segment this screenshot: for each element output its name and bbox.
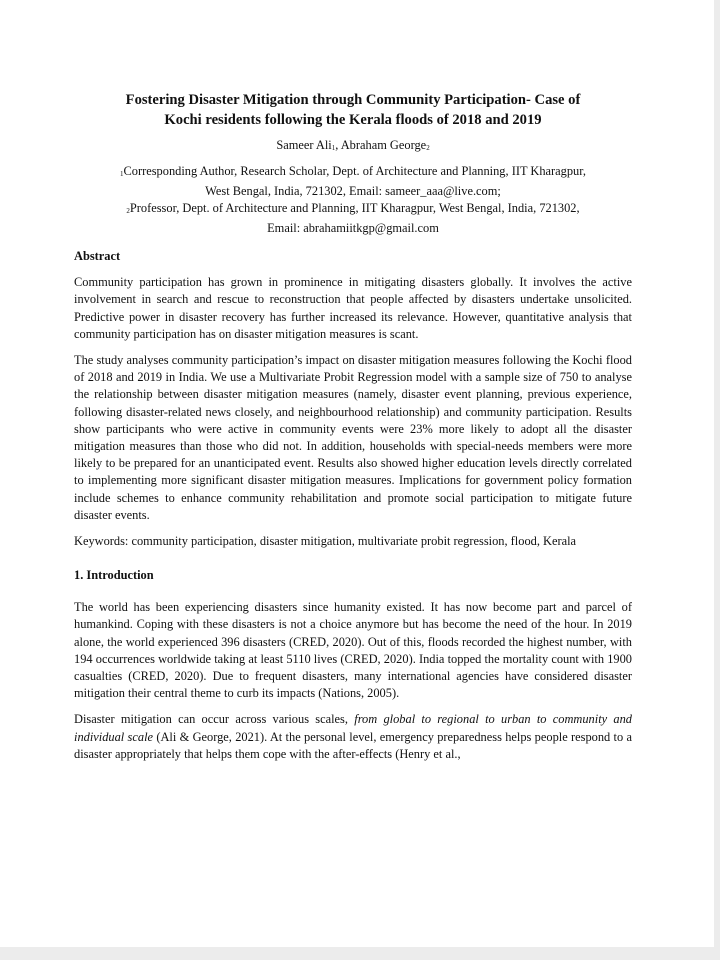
paper-content: [74, 90, 632, 772]
intro-p2-end: (Ali & George, 2021). At the personal level, emergency preparedness helps people respond to a disaster appropriately that helps them cope with the after-effects (Henry et al.,: [74, 729, 633, 761]
abstract-paragraph-2: The study analyses community participation’s impact on disaster mitigation measures following the Kochi flood of 2018 and 2019 in India. We use a Multivariate Probit Regression model with a sample size of 750 to analyse the relationship between disaster mitigation measures (namely, disaster event planning, previous experience, following disaster-related news closely, and neighbourhood relationship) and community participation. Results show participants who were active in community events were 23% more likely to adopt all the disaster mitigation measures than those who did not. In addition, households with special-needs members were more likely to be prepared for an unanticipated event. Results also showed higher education levels directly correlated to implementing more significant disaster mitigation measures. Implications for government policy formation include schemes to enhance community rehabilitation and promote social participation to mitigate future disaster events.: [74, 353, 632, 522]
paper-title: [74, 90, 632, 130]
affiliation-2-mark: 2: [126, 207, 130, 216]
affiliation-2-line-1: Professor, Dept. of Architecture and Planning, IIT Kharagpur, West Bengal, India, 721302,: [129, 201, 580, 216]
introduction-paragraph-1: The world has been experiencing disasters since humanity existed. It has now become part and parcel of humankind. Coping with these disasters is not a choice anymore but has become the need of the hour. In 2019 alone, the world experienced 396 disasters (CRED, 2020). Out of this, floods recorded the highest number, with 194 occurrences worldwide taking at least 5110 lives (CRED, 2020). India topped the mortality count with 1900 casualties (CRED, 2020). Due to frequent disasters, many international agencies have considered disaster mitigation their central theme to curb its impacts (Nations, 2005).: [74, 600, 632, 701]
affiliation-2: [74, 200, 632, 237]
intro-p2-start: Disaster mitigation can occur across various scales,: [74, 712, 355, 727]
abstract-paragraph-1: Community participation has grown in prominence in mitigating disasters globally. It involves the active involvement in search and rescue to reconstruction that people affected by disasters undertake unsolicited. Predictive power in disaster recovery has further increased its relevance. However, quantitative analysis that community participation has on disaster mitigation measures is scant.: [74, 275, 632, 341]
introduction-heading: 1. Introduction: [74, 568, 154, 583]
abstract-heading: Abstract: [74, 249, 121, 264]
author-1-name: Sameer Ali: [276, 138, 332, 152]
affiliation-1-line-1: Corresponding Author, Research Scholar, Dept. of Architecture and Planning, IIT Kharagpur,: [123, 164, 586, 179]
introduction-paragraph-2: [74, 711, 632, 763]
title-line-2: Kochi residents following the Kerala floods of 2018 and 2019: [164, 112, 542, 128]
affiliation-2-line-2: Email: abrahamiitkgp@gmail.com: [267, 221, 439, 236]
keywords: Keywords: community participation, disaster mitigation, multivariate probit regression, flood, Kerala: [74, 534, 577, 549]
affiliation-1-line-2: West Bengal, India, 721302, Email: sameer_aaa@live.com;: [205, 184, 501, 199]
author-separator: ,: [335, 138, 341, 152]
intro-p2-italic: from global to regional to urban to community and individual scale: [74, 712, 632, 744]
author-2-mark: 2: [426, 144, 430, 152]
author-list: [74, 137, 632, 157]
author-1-mark: 1: [331, 144, 336, 152]
title-line-1: Fostering Disaster Mitigation through Community Participation- Case of: [125, 92, 581, 108]
author-2-name: Abraham George: [340, 138, 427, 152]
affiliation-1-mark: 1: [120, 170, 124, 179]
affiliation-1: [74, 163, 632, 200]
